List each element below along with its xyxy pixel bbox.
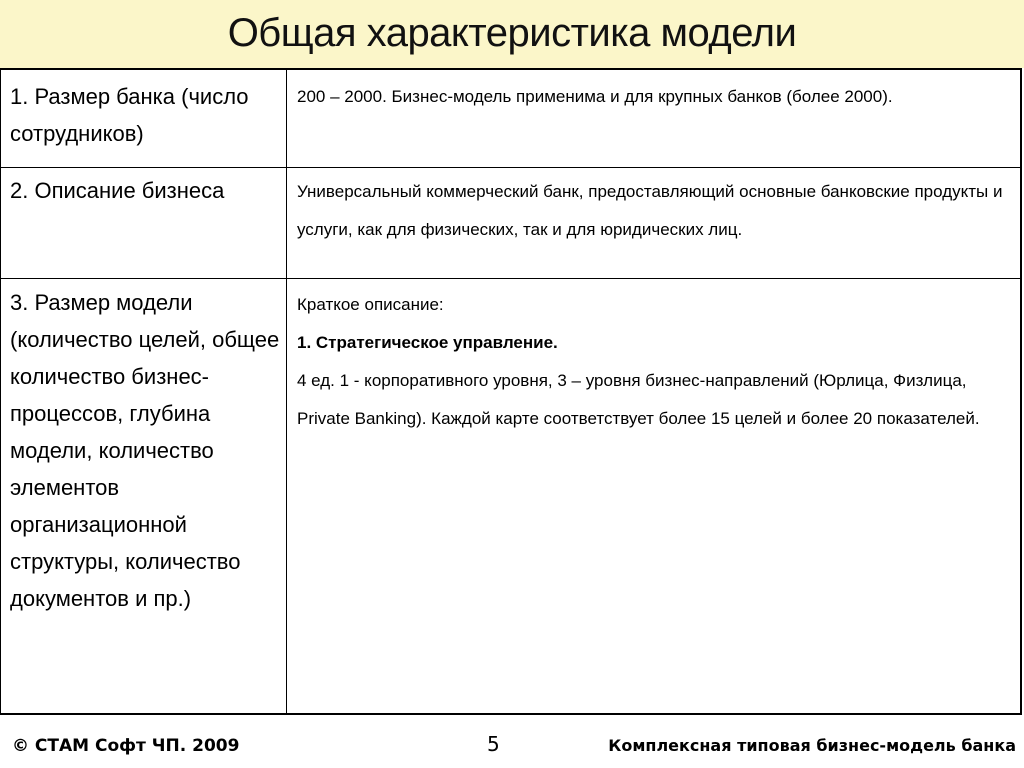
row-value-bank-size: 200 – 2000. Бизнес-модель применима и для крупных банков (более 2000). <box>297 87 893 106</box>
column-divider <box>286 278 287 713</box>
slide-title: Общая характеристика модели <box>227 11 797 55</box>
column-divider <box>286 167 287 278</box>
row-value-model-size <box>297 286 1012 438</box>
model-size-body: 4 ед. 1 - корпоративного уровня, 3 – уровня бизнес-направлений (Юрлица, Физлица, Private Banking). Каждой карте соответствует более 15 целей и более 20 показателей. <box>297 371 980 428</box>
table-row <box>1 70 1020 168</box>
footer-product-name: Комплексная типовая бизнес-модель банка <box>608 736 1016 755</box>
row-label-business-description: 2. Описание бизнеса <box>10 178 225 203</box>
row-value-business-description: Универсальный коммерческий банк, предоставляющий основные банковские продукты и услуги, как для физических, так и для юридических лиц. <box>297 182 1003 239</box>
table-row <box>1 278 1020 713</box>
page-number: 5 <box>487 732 500 756</box>
row-label-model-size: 3. Размер модели (количество целей, общее количество бизнес-процессов, глубина модели, количество элементов организационной структуры, количество документов и пр.) <box>10 290 280 611</box>
characteristics-table <box>0 68 1022 715</box>
footer-copyright: © СТАМ Софт ЧП. 2009 <box>12 736 240 756</box>
row-label-bank-size: 1. Размер банка (число сотрудников) <box>10 84 249 146</box>
model-size-heading: 1. Стратегическое управление. <box>297 333 558 352</box>
column-divider <box>286 70 287 167</box>
table-row <box>1 167 1020 279</box>
model-size-intro: Краткое описание: <box>297 295 444 314</box>
